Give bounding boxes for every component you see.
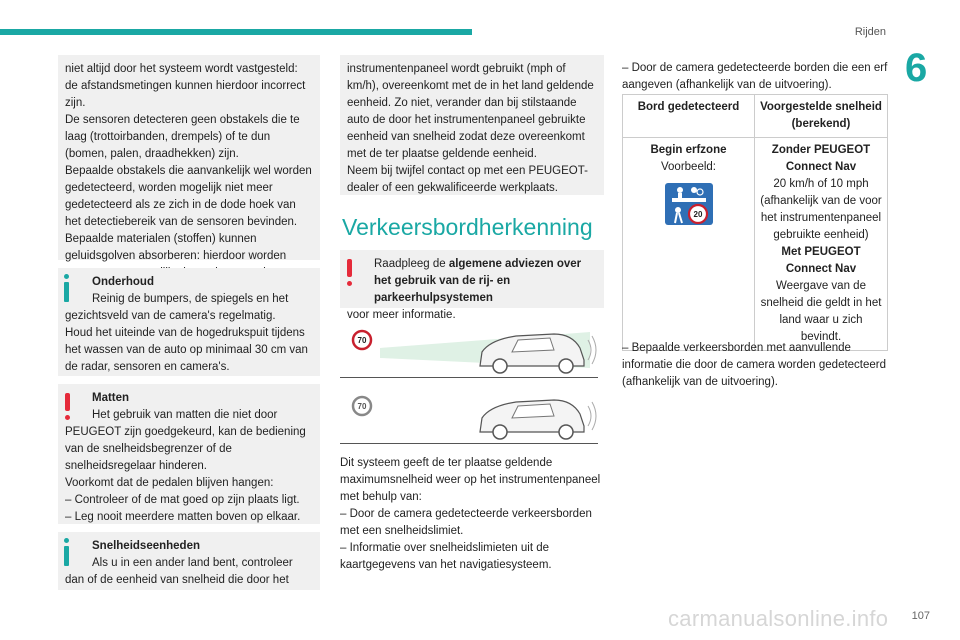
eenheden-title: Snelheidseenheden [92,540,201,552]
page-number: 107 [911,610,930,622]
onderhoud-note [58,268,320,376]
without-nav-label: Zonder PEUGEOT Connect Nav [771,144,871,173]
table-header-speed: Voorgestelde snelheid (berekend) [755,95,888,138]
section-title: Rijden [854,26,886,38]
onderhoud-text: gezichtsveld van de camera's regelmatig. Houd het uiteinde van de hogedrukspuit tijdens het wassen van de auto op minimaal 30 cm van de radar, sensoren en camera's. [65,310,308,373]
eenheden-continued-text: instrumentenpaneel wordt gebruikt (mph of km/h), overeenkomt met de in het land geldende eenheid. Zo niet, verander dan bij stilstaande auto de door het instrumentenpaneel gebruikte eenheid van snelheid zodat deze overeenkomt met de ter plaatse geldende eenheid. Neem bij twijfel contact op met een PEUGEOT-dealer of een gekwalificeerde werkplaats. [347,63,594,194]
obstacle-info-box [58,55,320,260]
without-nav-text: 20 km/h of 10 mph (afhankelijk van de voor het instrumentenpaneel gebruikte eenheid) [760,178,882,241]
eenheden-note [58,532,320,590]
watermark: carmanualsonline.info [668,606,889,631]
road-line [340,377,598,379]
warning-icon [65,393,70,411]
additional-info-text: – Bepaalde verkeersborden met aanvullende informatie die door de camera worden gedetecteerd (afhankelijk van de uitvoering). [622,342,887,388]
erfzone-sign-icon [664,182,714,226]
illustration-sign-grey [340,384,598,444]
header-accent-bar [0,29,472,35]
speed-sign-value: 70 [357,402,367,411]
warning-icon [347,259,352,277]
car-sign-illustration-2 [340,384,598,444]
info-icon [64,546,69,566]
road-line [340,443,598,445]
table-row [623,138,888,351]
advice-post: voor meer informatie. [347,309,456,321]
illustration-sign-detected [340,318,598,378]
matten-first-line: Het gebruik van matten die niet door [92,409,278,421]
car-icon [480,400,584,439]
matten-warning [58,384,320,524]
chapter-number: 6 [905,46,928,90]
table-header-row [623,95,888,138]
erfzone-speed-value: 20 [693,210,702,219]
table-cell-sign [623,138,755,351]
section-heading: Verkeersbordherkenning [342,214,593,240]
table-cell-speed [755,138,888,351]
erfzone-title: Begin erfzone [650,144,727,156]
erfzone-example: Voorbeeld: [661,161,716,173]
erf-intro: – Door de camera gedetecteerde borden die een erf aangeven (afhankelijk van de uitvoering). [622,62,888,91]
onderhoud-title: Onderhoud [92,276,154,288]
eenheden-first-line: Als u in een ander land bent, controleer [92,557,293,569]
matten-title: Matten [92,392,130,404]
eenheden-text: dan of de eenheid van snelheid die door het [65,574,289,586]
signal-waves-icon [588,402,596,430]
eenheden-continued-box [340,55,604,195]
sign-table [622,94,888,351]
with-nav-text: Weergave van de snelheid die geldt in het land waar u zich bevindt. [760,280,882,343]
onderhoud-first-line: Reinig de bumpers, de spiegels en het [92,293,289,305]
general-advice-warning [340,250,604,321]
car-sign-illustration-1 [340,318,598,378]
with-nav-label: Met PEUGEOT Connect Nav [781,246,861,275]
system-description: Dit systeem geeft de ter plaatse geldende maximumsnelheid weer op het instrumentenpaneel met behulp van: – Door de camera gedetecteerde verkeersborden met een snelheidslimiet. – Informatie over snelheidslimieten uit de kaartgegevens van het navigatiesysteem. [340,457,601,571]
speed-sign-value: 70 [357,336,367,345]
advice-link-text: algemene adviezen over het gebruik van de rij- en parkeerhulpsystemen [374,258,582,304]
obstacle-info-text: niet altijd door het systeem wordt vastgesteld: de afstandsmetingen kunnen hierdoor incorrect zijn. De sensoren detecteren geen obstakels die te laag (trottoirbanden, drempels) of te dun (bomen, palen, draadhekken) zijn. Bepaalde obstakels die aanvankelijk wel worden gedetecteerd, worden mogelijk niet meer gedetecteerd als ze zich in de dode hoek van het detectiebereik van de sensoren bevinden. Bepaalde materialen (stoffen) kunnen geluidsgolven absorberen: hierdoor worden [65,63,312,262]
advice-pre: Raadpleeg de [374,258,449,270]
matten-text: PEUGEOT zijn goedgekeurd, kan de bediening van de snelheidsbegrenzer of de snelheidsregelaar hinderen. Voorkomt dat de pedalen blijven hangen: – Controleer of de mat goed op zijn plaats ligt. – Leg nooit meerdere matten boven op elkaar. [65,426,306,523]
info-icon [64,282,69,302]
table-header-sign: Bord gedetecteerd [623,95,755,138]
